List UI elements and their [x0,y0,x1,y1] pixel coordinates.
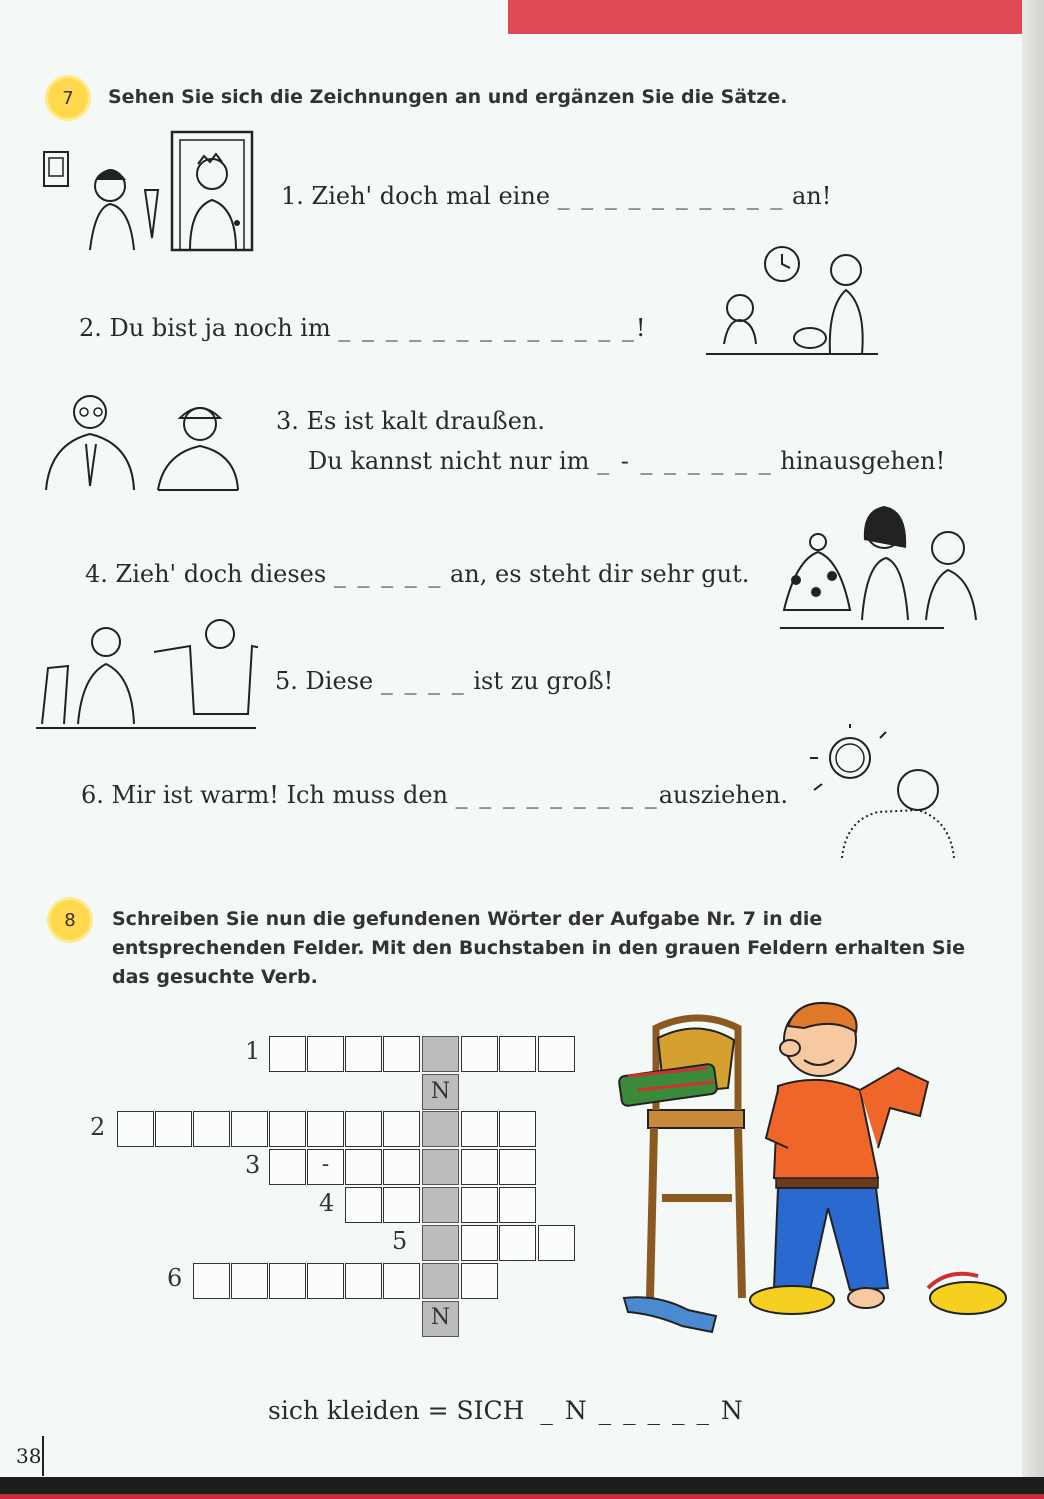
answer-blank[interactable]: _ _ _ _ _ _ _ _ _ _ [557,182,785,210]
crossword-cell-solution[interactable] [422,1149,459,1185]
sentence-text: 1. Zieh' doch mal eine [281,182,551,210]
answer-blank[interactable]: _ - _ _ _ _ _ _ [597,447,773,475]
given-hyphen: - [321,1152,330,1177]
illustration-pyjama [702,236,882,370]
answer-blank[interactable]: _ _ _ _ [380,667,466,695]
crossword-cell[interactable] [269,1149,306,1185]
solution-verb-line [268,1396,745,1425]
crossword-cell[interactable] [461,1187,498,1223]
crossword-cell[interactable] [193,1263,230,1299]
crossword-cell[interactable] [499,1225,536,1261]
exercise-8-instruction [112,905,965,992]
page-edge [1022,0,1044,1499]
sentence-3-line-1 [276,407,545,435]
illustration-boy-dressing [598,998,1010,1338]
crossword-cell[interactable] [269,1036,306,1072]
sentence-3-line-2 [308,447,945,475]
crossword-cell[interactable] [345,1036,382,1072]
crossword-cell[interactable] [345,1111,382,1147]
sentence-text: ! [635,314,646,342]
crossword-cell[interactable] [538,1225,575,1261]
sentence-text: an, es steht dir sehr gut. [449,560,750,588]
crossword-cell[interactable] [499,1036,536,1072]
crossword-cell[interactable] [345,1263,382,1299]
crossword-cell[interactable] [231,1263,268,1299]
exercise-7-badge [48,78,88,118]
crossword-cell[interactable] [461,1225,498,1261]
verb-definition: sich kleiden = SICH [268,1396,525,1425]
sentence-text: 4. Zieh' doch dieses [85,560,327,588]
crossword-cell[interactable] [383,1187,420,1223]
sentence-text: 2. Du bist ja noch im [79,314,331,342]
crossword-cell[interactable] [307,1036,344,1072]
sentence-6 [81,781,788,809]
crossword-cell[interactable] [538,1036,575,1072]
sentence-text: an! [791,182,832,210]
row-number: 4 [319,1189,335,1217]
crossword-cell[interactable] [269,1263,306,1299]
crossword-cell-solution[interactable] [422,1263,459,1299]
crossword-cell[interactable] [499,1149,536,1185]
row-number: 1 [245,1037,261,1065]
answer-blank[interactable]: _ _ _ _ _ _ _ _ _ [455,781,659,809]
answer-blank[interactable]: _ _ _ _ _ _ _ _ _ _ _ _ _ [338,314,636,342]
verb-answer-blank[interactable]: _ N _ _ _ _ _ N [540,1396,745,1425]
answer-blank[interactable]: _ _ _ _ _ [333,560,443,588]
crossword-cell[interactable] [269,1111,306,1147]
instruction-line: entsprechenden Felder. Mit den Buchstaben in den grauen Feldern erhalten Sie [112,937,966,959]
exercise-8-badge [50,900,90,940]
crossword-cell[interactable] [383,1036,420,1072]
sentence-text: 6. Mir ist warm! Ich muss den [81,781,449,809]
crossword-cell[interactable] [383,1263,420,1299]
illustration-tie [40,128,255,254]
instruction-line: das gesuchte Verb. [112,966,318,988]
given-letter: N [430,1305,451,1330]
sentence-text: hinausgehen! [780,447,946,475]
sentence-text: ist zu groß! [473,667,614,695]
sentence-5 [275,667,613,695]
illustration-dress [776,500,991,634]
given-letter: N [430,1079,451,1104]
crossword-cell[interactable] [499,1111,536,1147]
crossword-cell[interactable] [307,1111,344,1147]
crossword-cell[interactable] [231,1111,268,1147]
crossword-cell[interactable] [345,1149,382,1185]
page-number-rule [42,1436,44,1476]
row-number: 3 [245,1151,261,1179]
crossword-cell-solution[interactable] [422,1225,459,1261]
crossword-cell[interactable] [461,1263,498,1299]
crossword-cell[interactable] [117,1111,154,1147]
page-number: 38 [16,1444,42,1468]
header-accent-band [508,0,1024,34]
sentence-1 [281,182,831,210]
sentence-text: 5. Diese [275,667,374,695]
sentence-text: Du kannst nicht nur im [308,447,590,475]
row-number: 6 [167,1264,183,1292]
row-number: 5 [392,1227,408,1255]
crossword-cell-solution[interactable] [422,1036,459,1072]
crossword-cell[interactable] [461,1149,498,1185]
crossword-cell[interactable] [155,1111,192,1147]
crossword-cell[interactable] [461,1111,498,1147]
crossword-cell[interactable] [307,1263,344,1299]
exercise-7-instruction: Sehen Sie sich die Zeichnungen an und ergänzen Sie die Sätze. [108,86,788,108]
crossword-cell[interactable] [345,1187,382,1223]
instruction-line: Schreiben Sie nun die gefundenen Wörter der Aufgabe Nr. 7 in die [112,908,823,930]
illustration-trousers [34,606,258,732]
row-number: 2 [90,1113,106,1141]
crossword-cell-solution[interactable] [422,1111,459,1147]
sentence-text: ausziehen. [658,781,789,809]
sentence-text: 3. Es ist kalt draußen. [276,407,545,435]
illustration-cold [40,388,240,494]
crossword-cell-solution[interactable] [422,1187,459,1223]
exercise-number: 7 [62,87,74,109]
exercise-number: 8 [64,909,76,931]
crossword-cell[interactable] [383,1111,420,1147]
crossword-cell[interactable] [499,1187,536,1223]
illustration-sweater [808,724,958,860]
crossword-cell[interactable] [193,1111,230,1147]
sentence-4 [85,560,749,588]
crossword-cell[interactable] [383,1149,420,1185]
sentence-2 [79,314,646,342]
footer-bar [0,1477,1044,1499]
crossword-cell[interactable] [461,1036,498,1072]
